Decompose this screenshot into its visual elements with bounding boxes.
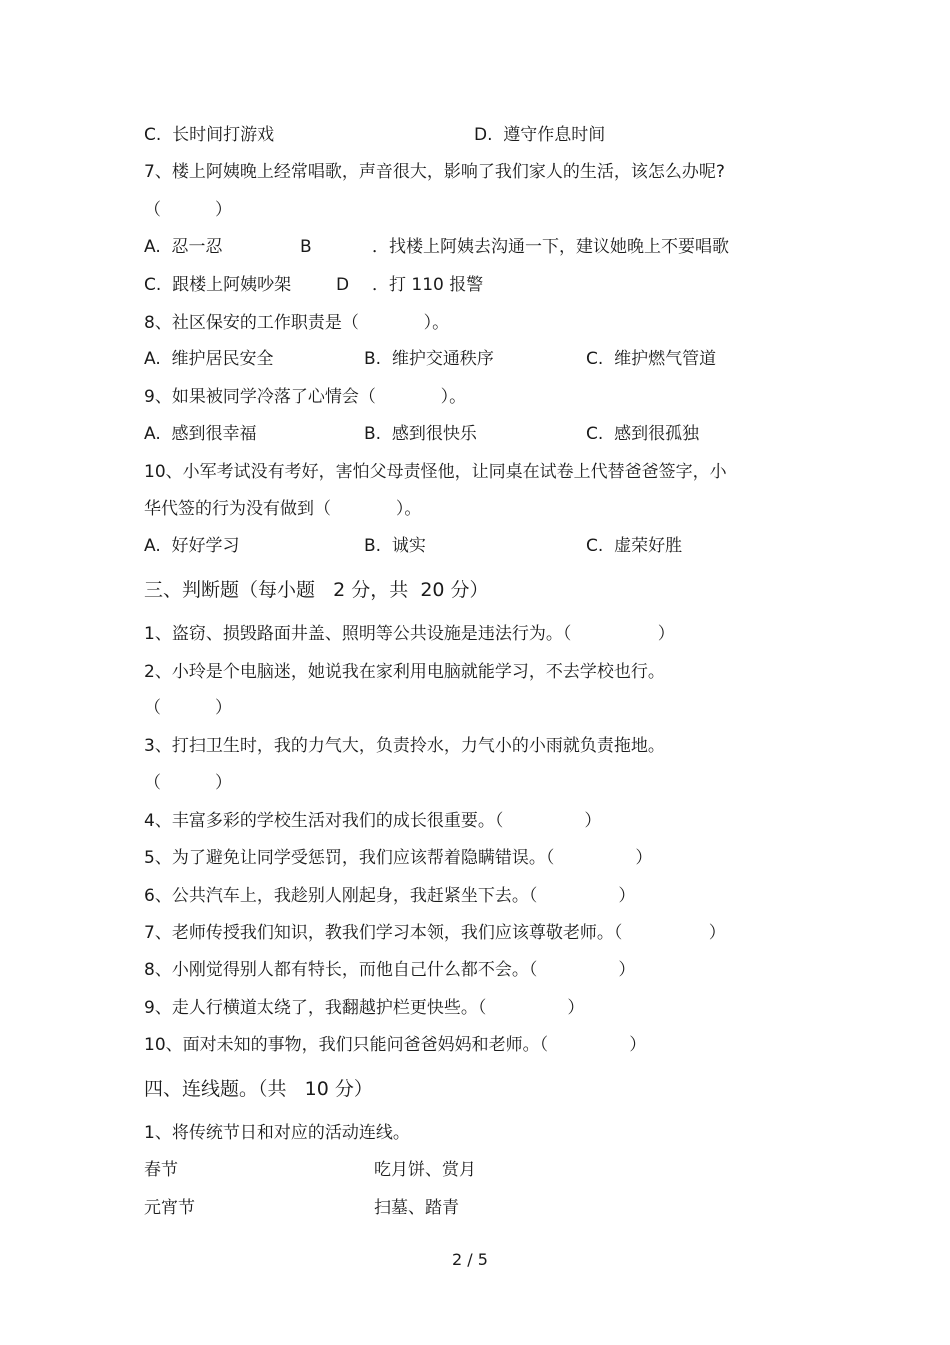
page-number: 2 / 5 — [452, 1250, 488, 1269]
judgement-item: 5、为了避免让同学受惩罚，我们应该帮着隐瞒错误。（ ） — [144, 848, 653, 868]
option-b: B. 感到很快乐 — [364, 424, 477, 444]
festival-item: 春节 — [144, 1160, 178, 1180]
festival-item: 元宵节 — [144, 1198, 195, 1218]
option-d-letter: D — [336, 275, 350, 295]
judgement-item: 4、丰富多彩的学校生活对我们的成长很重要。（ ） — [144, 811, 602, 831]
option-c: C. 维护燃气管道 — [586, 349, 717, 369]
option-c: C. 虚荣好胜 — [586, 536, 683, 556]
judgement-item: 7、老师传授我们知识，教我们学习本领，我们应该尊敬老师。（ ） — [144, 923, 726, 943]
question-7: 7、楼上阿姨晚上经常唱歌，声音很大，影响了我们家人的生活，该怎么办呢? — [144, 162, 725, 182]
judgement-item: 3、打扫卫生时，我的力气大，负责拎水，力气小的小雨就负责拖地。 — [144, 736, 665, 756]
judgement-item: 6、公共汽车上，我趁别人刚起身，我赶紧坐下去。（ ） — [144, 886, 636, 906]
activity-item: 吃月饼、赏月 — [374, 1160, 476, 1180]
matching-instruction: 1、将传统节日和对应的活动连线。 — [144, 1123, 410, 1143]
question-10-continued: 华代签的行为没有做到（ ）。 — [144, 499, 422, 519]
section-heading-matching: 四、连线题。（共 10 分） — [144, 1078, 373, 1100]
option-d-text: ．打 110 报警 — [372, 275, 484, 295]
activity-item: 扫墓、踏青 — [374, 1198, 459, 1218]
question-8: 8、社区保安的工作职责是（ ）。 — [144, 313, 450, 333]
option-a: A. 感到很幸福 — [144, 424, 257, 444]
section-heading-judgement: 三、判断题（每小题 2 分，共 20 分） — [144, 579, 489, 601]
option-c: C. 跟楼上阿姨吵架 — [144, 275, 292, 295]
option-b-letter: B — [300, 237, 312, 257]
answer-blank: （ ） — [144, 698, 233, 718]
judgement-item: 10、面对未知的事物，我们只能问爸爸妈妈和老师。（ ） — [144, 1035, 647, 1055]
option-a: A. 好好学习 — [144, 536, 240, 556]
answer-blank: （ ） — [144, 200, 233, 220]
question-9: 9、如果被同学冷落了心情会（ ）。 — [144, 387, 467, 407]
option-c: C. 感到很孤独 — [586, 424, 700, 444]
judgement-item: 9、走人行横道太绕了，我翻越护栏更快些。（ ） — [144, 998, 585, 1018]
answer-blank: （ ） — [144, 773, 233, 793]
judgement-item: 1、盗窃、损毁路面井盖、照明等公共设施是违法行为。（ ） — [144, 624, 675, 644]
judgement-item: 8、小刚觉得别人都有特长，而他自己什么都不会。（ ） — [144, 960, 636, 980]
option-a: A. 忍一忍 — [144, 237, 223, 257]
option-b-text: ．找楼上阿姨去沟通一下，建议她晚上不要唱歌 — [372, 237, 729, 257]
option-b: B. 诚实 — [364, 536, 426, 556]
judgement-item: 2、小玲是个电脑迷，她说我在家利用电脑就能学习，不去学校也行。 — [144, 662, 665, 682]
option-c: C. 长时间打游戏 — [144, 125, 275, 145]
option-a: A. 维护居民安全 — [144, 349, 274, 369]
question-10: 10、小军考试没有考好，害怕父母责怪他，让同桌在试卷上代替爸爸签字，小 — [144, 462, 727, 482]
option-b: B. 维护交通秩序 — [364, 349, 494, 369]
option-d: D. 遵守作息时间 — [474, 125, 606, 145]
